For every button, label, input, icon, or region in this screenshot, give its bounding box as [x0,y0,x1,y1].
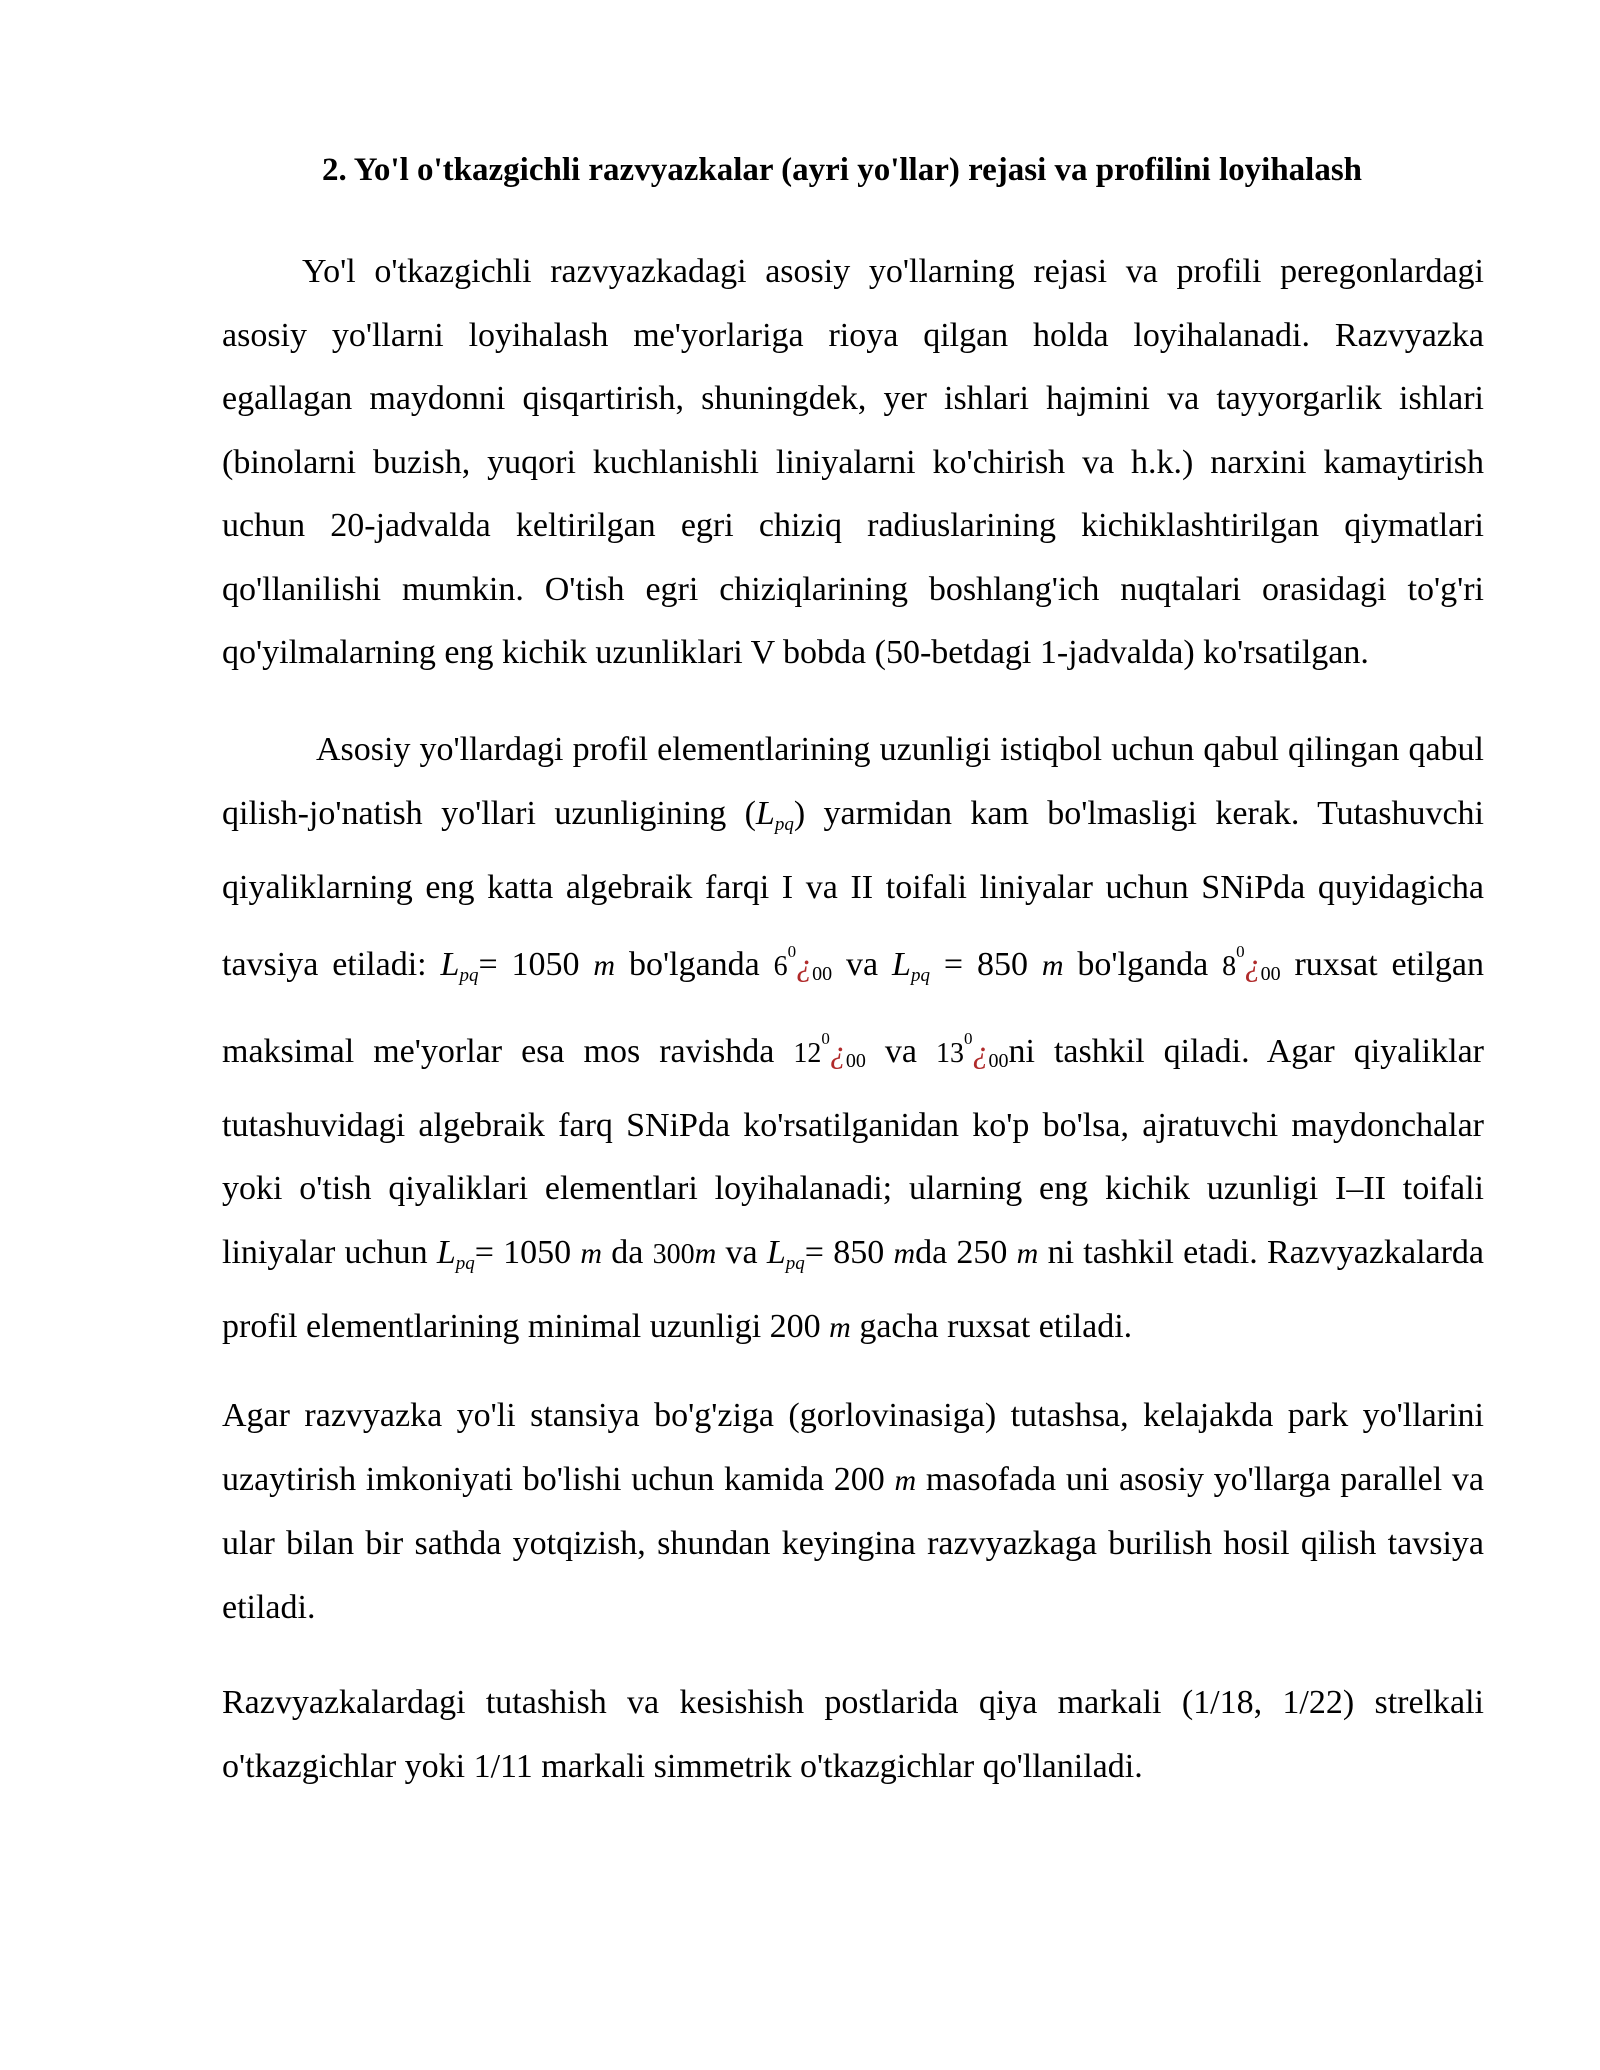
unit-m: m [829,1311,851,1344]
permille-sub: 00 [1260,962,1281,985]
section-heading: 2. Yo'l o'tkazgichli razvyazkalar (ayri yo'llar) rejasi va profilini loyihalash [321,152,1363,188]
p2-text-11: = 850 [804,1233,894,1271]
unit-m: m [694,1236,717,1270]
permille-glyph: ¿ [829,1033,846,1069]
p3-text-2: masofada uni asosiy yo'llarga parallel va ular bilan bir sathda yotqizish, shundan keyingina razvyazkaga burilish hosil qilish tavsiya etiladi. [222,1460,1484,1626]
degree-sup: 0 [787,941,797,961]
unit-m: m [893,1236,916,1270]
p2-text-4: bo'lganda [615,945,774,983]
value-12: 12 [793,1038,822,1069]
formula-L: L [755,794,775,832]
p2-va: va [865,1033,937,1070]
permille-sub: 00 [812,962,833,985]
permille-glyph: ¿ [796,945,813,982]
formula-pq: pq [910,964,930,986]
formula-pq: pq [455,1252,475,1274]
p2-text-13: ni tashkil etadi. Razvyazkalarda profil elementlarining minimal uzunligi 200 [222,1233,1485,1345]
p2-text-2: ) yarmidan kam bo'lmasligi kerak. Tutashuvchi qiyaliklarning eng katta algebraik farqi I va II toifali liniyalar uchun SNiPda quyidagicha tavsiya etiladi: [222,794,1484,983]
permille-glyph: ¿ [972,1033,989,1069]
p2-text-8: ni tashkil qiladi. Agar qiyaliklar tutashuvidagi algebraik farq SNiPda ko'rsatilganidan ko'p bo'lsa, ajratuvchi maydonchalar yoki o'tish qiyaliklari elementlari loyihalanadi; ularning eng kichik uzunligi I–II toifali liniyalar uchun [222,1033,1484,1271]
p2-text-10: da [602,1233,653,1271]
p2-text-14: gacha ruxsat etiladi. [850,1308,1133,1345]
p3-text-1: Agar razvyazka yo'li stansiya bo'g'ziga (gorlovinasiga) tutashsa, kelajakda park yo'llarini uzaytirish imkoniyati bo'lishi uchun kamida 200 [222,1397,1484,1498]
formula-pq: pq [785,1252,805,1274]
p2-text-3: = 1050 [478,945,594,983]
formula-pq: pq [459,964,479,986]
paragraph-1 [222,240,1484,685]
value-6: 6 [773,950,788,982]
unit-m: m [1041,948,1064,982]
permille-sub: 00 [988,1050,1009,1072]
unit-m: m [593,948,616,982]
p2-text-6: bo'lganda [1077,945,1223,983]
formula-L: L [766,1233,786,1271]
unit-m: m [580,1236,603,1270]
unit-m: m [1016,1236,1039,1270]
formula-L: L [436,1233,456,1271]
permille-sub: 00 [845,1050,866,1072]
paragraph-1-text: Yo'l o'tkazgichli razvyazkadagi asosiy yo'llarning rejasi va profili peregonlardagi asosiy yo'llarni loyihalash me'yorlariga rioya qilgan holda loyihalanadi. Razvyazka egallagan maydonni qisqartirish, shuningdek, yer ishlari hajmini va tayyorgarlik ishlari (binolarni buzish, yuqori kuchlanishli liniyalarni ko'chirish va h.k.) narxini kamaytirish uchun 20-jadvalda keltirilgan egri chiziq radiuslarining kichiklashtirilgan qiymatlari qo'llanilishi mumkin. O'tish egri chiziqlarining boshlang'ich nuqtalari orasidagi to'g'ri qo'yilmalarning eng kichik uzunliklari V bobda (50-betdagi 1-jadvalda) ko'rsatilgan. [222,253,1484,671]
p2-va: va [832,945,893,983]
degree-sup: 0 [1236,941,1245,961]
formula-L: L [892,945,911,983]
paragraph-2 [222,718,1484,1360]
p2-text-1: Asosiy yo'llardagi profil elementlarining uzunligi istiqbol uchun qabul qilingan qabul qilish-jo'natish yo'llari uzunligining ( [222,731,1484,832]
p2-text-12: da 250 [915,1233,1017,1271]
p2-text-5: = 850 [929,945,1042,983]
formula-pq: pq [774,813,794,835]
p2-text-9: = 1050 [474,1233,581,1271]
p2-text-7: ruxsat etilgan maksimal me'yorlar esa mos ravishda [222,945,1484,1070]
permille-glyph: ¿ [1244,945,1261,982]
degree-sup: 0 [964,1029,973,1048]
value-300: 300 [652,1238,695,1270]
value-13: 13 [936,1038,965,1069]
formula-L: L [440,945,460,983]
unit-m: m [894,1463,917,1497]
paragraph-3 [222,1384,1484,1639]
paragraph-4: Razvyazkalardagi tutashish va kesishish postlarida qiya markali (1/18, 1/22) strelkali o'tkazgichlar yoki 1/11 markali simmetrik o'tkazgichlar qo'llaniladi. [222,1684,1484,1785]
p2-va: va [716,1233,767,1271]
value-8: 8 [1222,950,1237,982]
degree-sup: 0 [821,1029,830,1048]
